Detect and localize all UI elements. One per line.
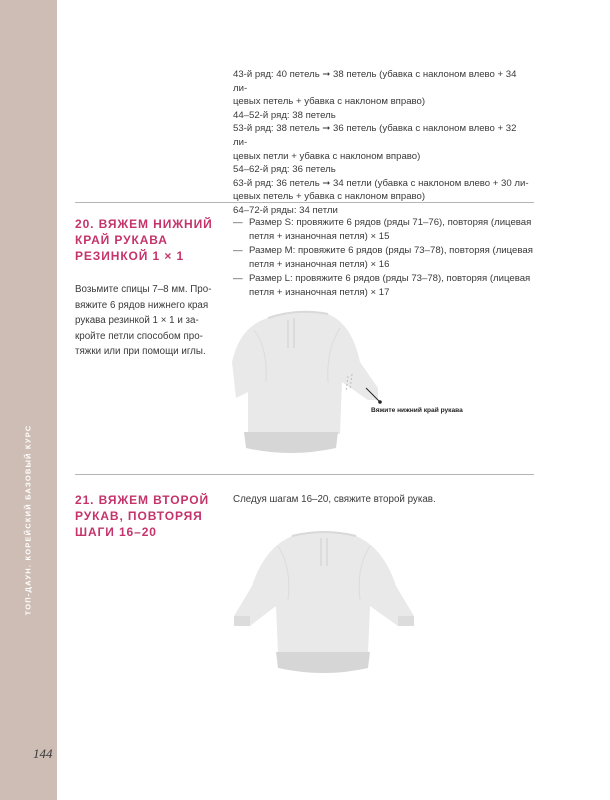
sidebar-label: ТОП-ДАУН. КОРЕЙСКИЙ БАЗОВЫЙ КУРС [23, 424, 33, 616]
sweater-illustration-complete [228, 526, 424, 678]
size-list [233, 216, 533, 301]
section-20-body: Возьмите спицы 7–8 мм. Про- вяжите 6 рядов нижнего края рукава резинкой 1 × 1 и за- кройте петли способом про- тяжки или при помощи иглы. [75, 284, 212, 357]
size-m-item: — Размер M: провяжите 6 рядов (ряды 73–78), повторяя (лицевая петля + изнаночная петля) × 16 [233, 245, 533, 270]
row-line: 43-й ряд: 40 петель ➞ 38 петель (убавка с наклоном влево + 34 ли- [233, 69, 517, 94]
sweater-illustration-sleeve-cuff [228, 306, 388, 458]
row-line: 63-й ряд: 36 петель ➞ 34 петли (убавка с наклоном влево + 30 ли- [233, 177, 529, 189]
sidebar-band [0, 0, 57, 800]
row-line: 54–62-й ряд: 36 петель [233, 164, 336, 176]
section-21-body: Следуя шагам 16–20, свяжите второй рукав. [233, 494, 436, 505]
row-line: цевых петель + убавка с наклоном вправо) [233, 96, 426, 108]
size-s-item: — Размер S: провяжите 6 рядов (ряды 71–76), повторяя (лицевая петля + изнаночная петля) × 15 [233, 217, 532, 242]
section-divider [75, 202, 534, 203]
page-number: 144 [33, 746, 53, 761]
size-l-item: — Размер L: провяжите 6 рядов (ряды 73–78), повторяя (лицевая петля + изнаночная петля) × 17 [233, 273, 531, 298]
row-instructions [233, 68, 533, 218]
row-line: 44–52-й ряд: 38 петель [233, 109, 336, 121]
row-line: 53-й ряд: 38 петель ➞ 36 петель (убавка с наклоном влево + 32 ли- [233, 123, 517, 148]
row-line: 64–72-й ряды: 34 петли [233, 204, 338, 216]
section-20-heading: 20. ВЯЖЕМ НИЖНИЙ КРАЙ РУКАВА РЕЗИНКОЙ 1 × 1 [75, 217, 213, 263]
row-line: цевых петли + убавка с наклоном вправо) [233, 150, 421, 162]
sleeve-cuff-annotation: Вяжите нижний край рукава [371, 407, 463, 414]
section-divider [75, 474, 534, 475]
row-line: цевых петель + убавка с наклоном вправо) [233, 191, 426, 203]
section-21-heading: 21. ВЯЖЕМ ВТОРОЙ РУКАВ, ПОВТОРЯЯ ШАГИ 16–20 [75, 493, 209, 539]
